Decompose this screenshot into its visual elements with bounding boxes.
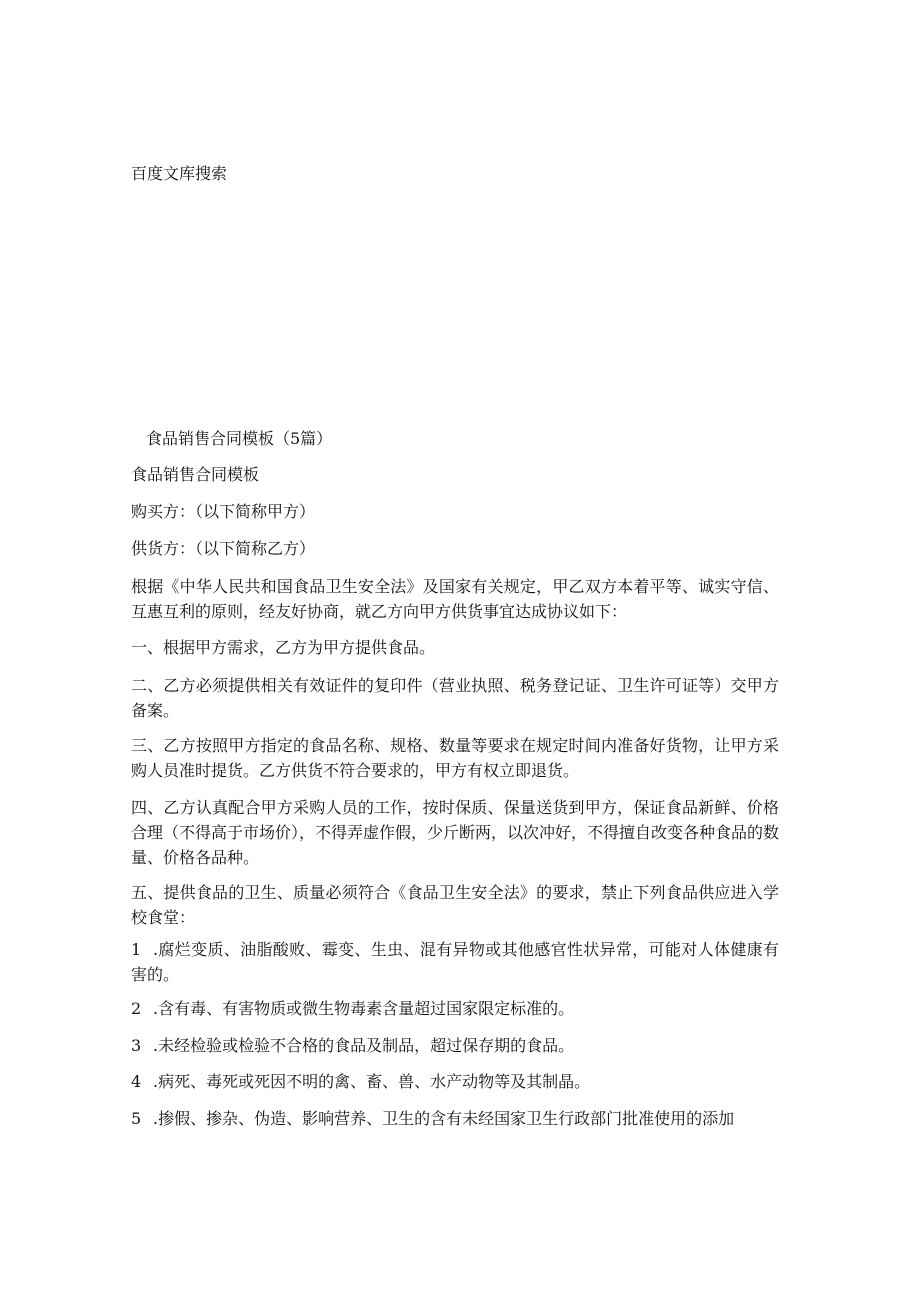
list-item-number: 5 [131,1109,142,1128]
list-item-1 [131,937,779,987]
list-item-3 [131,1033,779,1058]
list-item-text: .病死、毒死或死因不明的禽、畜、兽、水产动物等及其制晶。 [153,1072,591,1091]
list-item-number: 3 [131,1036,142,1055]
list-item-5 [131,1106,779,1131]
list-item-number: 2 [131,999,142,1018]
clause-1: 一、根据甲方需求，乙方为甲方提供食品。 [131,638,436,657]
clause-5: 五、提供食品的卫生、质量必须符合《食品卫生安全法》的要求，禁止下列食品供应进入学校食堂： [131,883,779,927]
list-item-2 [131,996,779,1021]
list-item-text: .含有毒、有害物质或微生物毒素含量超过国家限定标准的。 [153,999,575,1018]
document-title: 食品销售合同模板（5篇） [146,429,333,448]
list-item-text: .掺假、掺杂、伪造、影响营养、卫生的含有未经国家卫生行政部门批准使用的添加 [153,1109,735,1128]
clause-2: 二、乙方必须提供相关有效证件的复印件（营业执照、税务登记证、卫生许可证等）交甲方备案。 [131,676,779,720]
list-item-number: 1 [131,940,142,959]
list-item-text: .腐烂变质、油脂酸败、霉变、生虫、混有异物或其他感官性状异常，可能对人体健康有害的。 [131,940,779,984]
list-item-4 [131,1069,779,1094]
intro-paragraph: 根据《中华人民共和国食品卫生安全法》及国家有关规定，甲乙双方本着平等、诚实守信、互惠互利的原则，经友好协商，就乙方向甲方供货事宜达成协议如下： [131,577,779,621]
supplier-line: 供货方：（以下简称乙方） [131,539,316,558]
header-search-text: 百度文库搜索 [131,164,228,183]
list-item-number: 4 [131,1072,142,1091]
list-item-text: .未经检验或检验不合格的食品及制品，超过保存期的食品。 [153,1036,575,1055]
clause-3: 三、乙方按照甲方指定的食品名称、规格、数量等要求在规定时间内准备好货物，让甲方采购人员准时提货。乙方供货不符合要求的，甲方有权立即退货。 [131,736,779,780]
buyer-line: 购买方：（以下简称甲方） [131,502,316,521]
document-subtitle: 食品销售合同模板 [131,465,260,484]
clause-4: 四、乙方认真配合甲方采购人员的工作，按时保质、保量送货到甲方，保证食品新鲜、价格合理（不得高于市场价），不得弄虚作假，少斤断两，以次冲好，不得擅自改变各种食品的数量、价格各品种。 [131,798,780,867]
